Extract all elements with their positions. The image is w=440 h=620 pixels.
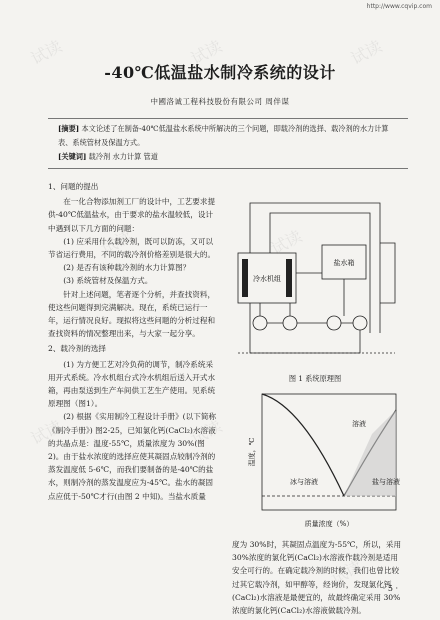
region-label-salt: 盐与溶液: [372, 478, 400, 486]
phase-diagram-chart: [232, 386, 404, 536]
pump-a: [253, 316, 267, 330]
section-heading: 2、载冷剂的选择: [48, 344, 106, 354]
watermark: 试读: [27, 416, 66, 449]
body-paragraph: (3) 系统管材及保温方式。: [63, 276, 153, 286]
system-schematic: [230, 183, 400, 368]
divider: [48, 168, 408, 169]
body-paragraph: (2) 是否有该种载冷剂的水力计算图？: [63, 263, 191, 273]
abstract-paragraph: [58, 122, 398, 150]
left-column: [48, 178, 220, 503]
body-paragraph: 在一化合物添加剂工厂的设计中，工艺要求提供-40℃低温盐水，由于要求的盐水温较低，设计中遇到以下几方面的问题：: [48, 197, 216, 233]
watermark: 试读: [187, 36, 226, 69]
right-column: [232, 538, 404, 617]
keywords-text: 载冷剂 水力计算 管道: [88, 152, 158, 161]
source-url: http://www.cqvip.com: [366, 3, 432, 10]
watermark: 试读: [97, 226, 136, 259]
body-paragraph: (2) 根据《实用制冷工程设计手册》(以下简称《制冷手册》) 图2-25，已知氯化钙(CaCl₂)水溶液的共晶点是：温度-55℃，质量浓度为 30%(图2)。由于盐水浓度的选择应使其凝固点较制冷剂的蒸发温度低 5-6℃，而我们要制备的是-40℃的盐水，则制冷剂的蒸发温度应为-45℃。盐水的凝固点应低于-50℃才行(由图 2 中知)。当盐水质量: [48, 412, 217, 501]
region-label-solution: 溶液: [352, 420, 366, 428]
section-heading: 1、问题的提出: [48, 182, 99, 191]
abstract-label: [摘要]: [58, 124, 80, 133]
page-number: · 5 ·: [382, 584, 398, 593]
keywords-paragraph: [58, 150, 398, 164]
watermark: 试读: [27, 36, 66, 69]
author-line: 中國洛诚工程科技股份有限公司 周伴谋: [150, 97, 290, 106]
unit-label: 冷水机组: [253, 275, 281, 283]
abstract-block: [58, 122, 398, 164]
x-axis-label: 质量浓度（%）: [304, 520, 354, 528]
y-axis-label: 温度，℃: [248, 437, 256, 467]
paper-title: -40℃低温盐水制冷系统的设计: [104, 63, 336, 82]
watermark: 试读: [327, 556, 366, 589]
body-paragraph: (1) 应采用什么载冷剂，既可以防冻，又可以节省运行费用，不同的载冷剂价格差别是很大的。: [48, 236, 216, 260]
figure1-caption: 图 1 系统原理图: [288, 374, 342, 383]
watermark: 试读: [267, 226, 306, 259]
pump-b: [283, 316, 297, 330]
body-paragraph: 度为 30%时，其凝固点温度为-55℃，所以，采用 30%浓度的氯化钙(CaCl₂)水溶液作载冷剂是适用安全可行的。在确定载冷剂的时候，我们也曾比较过其它载冷剂，如甲醇等，经询价，发现氯化钙(CaCl₂)水溶液是最便宜的，故最终确定采用 30%浓度的氯化钙(CaCl₂)水溶液做载冷剂。: [232, 540, 402, 616]
abstract-text: 本文论述了在制备-40℃低温盐水系统中所解决的三个问题，即载冷剂的选择、载冷剂的水力计算表、系统管材及保温方式。: [58, 124, 389, 147]
divider: [48, 118, 408, 119]
region-label-ice: 冰与溶液: [290, 478, 318, 486]
body-paragraph: 针对上述问题，笔者逐个分析，并查找资料，使这些问题得到完满解决。现在，系统已运行一年，运行情况良好。现拟将这些问题的分析过程和查找资料的情况整理出来，与大家一起分享。: [48, 289, 216, 339]
watermark: 试读: [187, 416, 226, 449]
watermark: 试读: [347, 36, 386, 69]
pump-d: [353, 316, 367, 330]
tank-label: 盐水箱: [333, 259, 355, 267]
pump-c: [327, 316, 341, 330]
body-paragraph: (1) 为方便工艺对冷负荷的调节，制冷系统采用开式系统。冷水机组台式冷水机组后送入开式水箱，再由泵送到生产车间供工艺生产使用。见系统原理图（图1）。: [48, 359, 216, 409]
keywords-label: [关键词]: [58, 152, 87, 161]
